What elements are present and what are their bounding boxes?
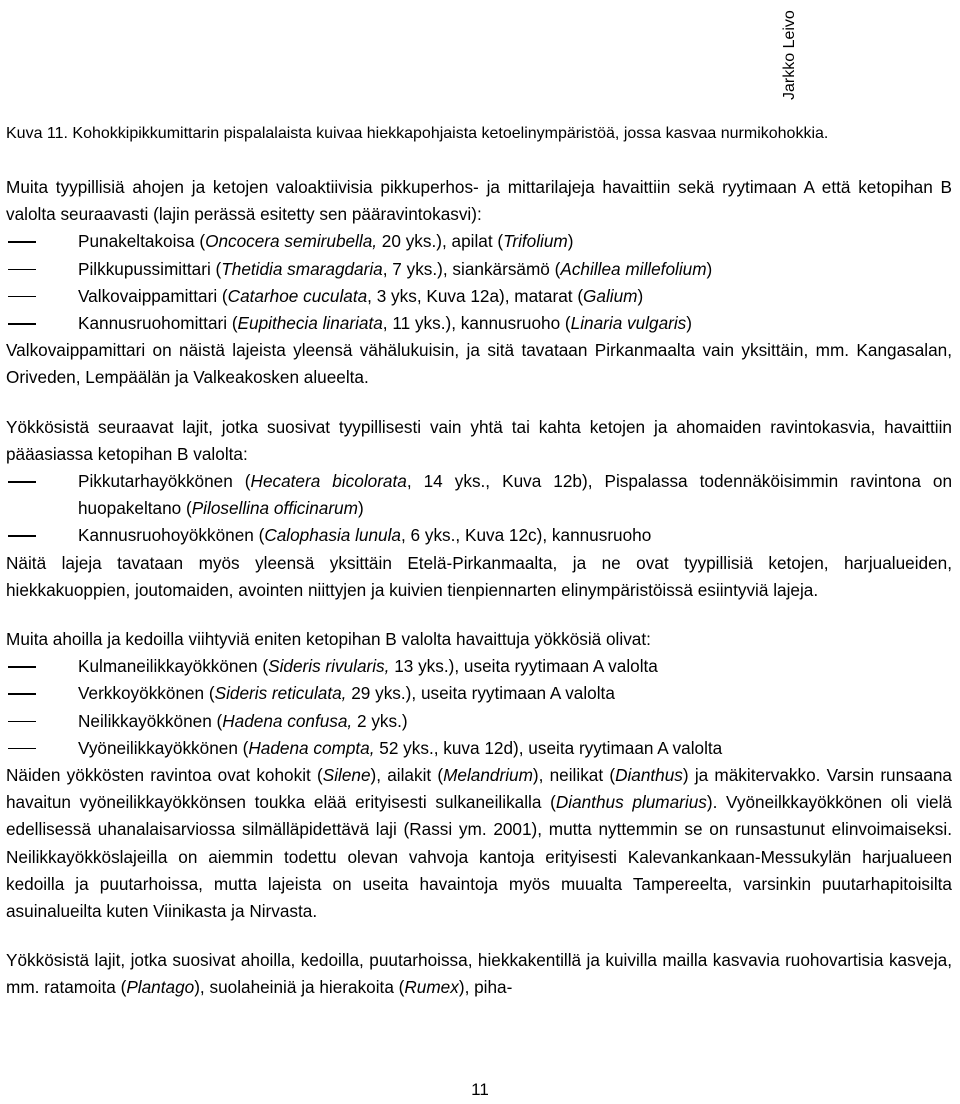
- species-list: [6, 653, 952, 762]
- page-number: 11: [471, 1080, 489, 1099]
- author-running-head: [780, 0, 800, 100]
- list-item: Kannusruohomittari (Eupithecia linariata, 11 yks.), kannusruoho (Linaria vulgaris): [6, 310, 952, 337]
- paragraph-gap: [6, 925, 952, 947]
- paragraph-intro: Yökkösistä seuraavat lajit, jotka suosivat tyypillisesti vain yhtä tai kahta ketojen ja ahomaiden ravintokasvia, havaittiin pääasiassa ketopihan B valolta:: [6, 416, 952, 464]
- paragraph-intro: Muita tyypillisiä ahojen ja ketojen valoaktiivisia pikkuperhos- ja mittarilajeja havaittiin sekä ryytimaan A että ketopihan B valolta seuraavasti (lajin perässä esitetty sen pääravintokasvi):: [6, 177, 952, 225]
- list-item: Verkkoyökkönen (Sideris reticulata, 29 yks.), useita ryytimaan A valolta: [6, 680, 952, 707]
- list-item: Vyöneilikkayökkönen (Hadena compta, 52 yks., kuva 12d), useita ryytimaan A valolta: [6, 735, 952, 762]
- author-name: Jarkko Leivo: [781, 10, 798, 100]
- list-item: Neilikkayökkönen (Hadena confusa, 2 yks.): [6, 708, 952, 735]
- species-list: [6, 468, 952, 550]
- paragraph-intro: Muita ahoilla ja kedoilla viihtyviä eniten ketopihan B valolta havaittuja yökkösiä olivat:: [6, 629, 651, 650]
- list-item: Kannusruohoyökkönen (Calophasia lunula, 6 yks., Kuva 12c), kannusruoho: [6, 522, 952, 549]
- body-text: [6, 174, 952, 1002]
- paragraph: Valkovaippamittari on näistä lajeista yleensä vähälukuisin, ja sitä tavataan Pirkanmaalta vain yksittäin, mm. Kangasalan, Oriveden, Lempäälän ja Valkeakosken alueelta.: [6, 340, 952, 388]
- figure-caption: Kuva 11. Kohokkipikkumittarin pispalalaista kuivaa hiekkapohjaista ketoelinympäristöä, jossa kasvaa nurmikohokkia.: [6, 125, 829, 142]
- list-item: Valkovaippamittari (Catarhoe cuculata, 3 yks, Kuva 12a), matarat (Galium): [6, 283, 952, 310]
- list-item: Punakeltakoisa (Oncocera semirubella, 20 yks.), apilat (Trifolium): [6, 228, 952, 255]
- list-item: Pilkkupussimittari (Thetidia smaragdaria, 7 yks.), siankärsämö (Achillea millefolium): [6, 256, 952, 283]
- paragraph: Näitä lajeja tavataan myös yleensä yksittäin Etelä-Pirkanmaalta, ja ne ovat tyypillisiä ketojen, harjualueiden, hiekkakuoppien, joutomaiden, avointen niittyjen ja kuivien tienpiennarten elinympäristöissä esiintyviä lajeja.: [6, 552, 952, 600]
- paragraph: Yökkösistä lajit, jotka suosivat ahoilla, kedoilla, puutarhoissa, hiekkakentillä ja kuivilla mailla kasvavia ruohovartisia kasveja, mm. ratamoita (Plantago), suolaheiniä ja hierakoita (Rumex), piha-: [6, 950, 952, 998]
- list-item: Kulmaneilikkayökkönen (Sideris rivularis, 13 yks.), useita ryytimaan A valolta: [6, 653, 952, 680]
- list-item: Pikkutarhayökkönen (Hecatera bicolorata, 14 yks., Kuva 12b), Pispalassa todennäköisimmin ravintona on huopakeltano (Pilosellina officinarum): [6, 468, 952, 522]
- species-list: [6, 228, 952, 337]
- paragraph: Näiden yökkösten ravintoa ovat kohokit (Silene), ailakit (Melandrium), neilikat (Dianthus) ja mäkitervakko. Varsin runsaana havaitun vyöneilikkayökkönsen toukka elää erityisesti sulkaneilikalla (Dianthus plumarius). Vyöneilkkayökkönen oli vielä edellisessä uhanalaisarviossa silmälläpidettävä laji (Rassi ym. 2001), mutta nyttemmin se on runsastunut elinvoimaiseksi. Neilikkayökköslajeilla on aiemmin todettu olevan vahvoja kantoja erityisesti Kalevankankaan-Messukylän harjualueen kedoilla ja puutarhoissa, mutta lajeista on useita havaintoja myös muualta Tampereelta, varsinkin puutarhapitoisilta asuinalueilta kuten Viinikasta ja Nirvasta.: [6, 765, 952, 922]
- paragraph-gap: [6, 604, 952, 626]
- paragraph-gap: [6, 392, 952, 414]
